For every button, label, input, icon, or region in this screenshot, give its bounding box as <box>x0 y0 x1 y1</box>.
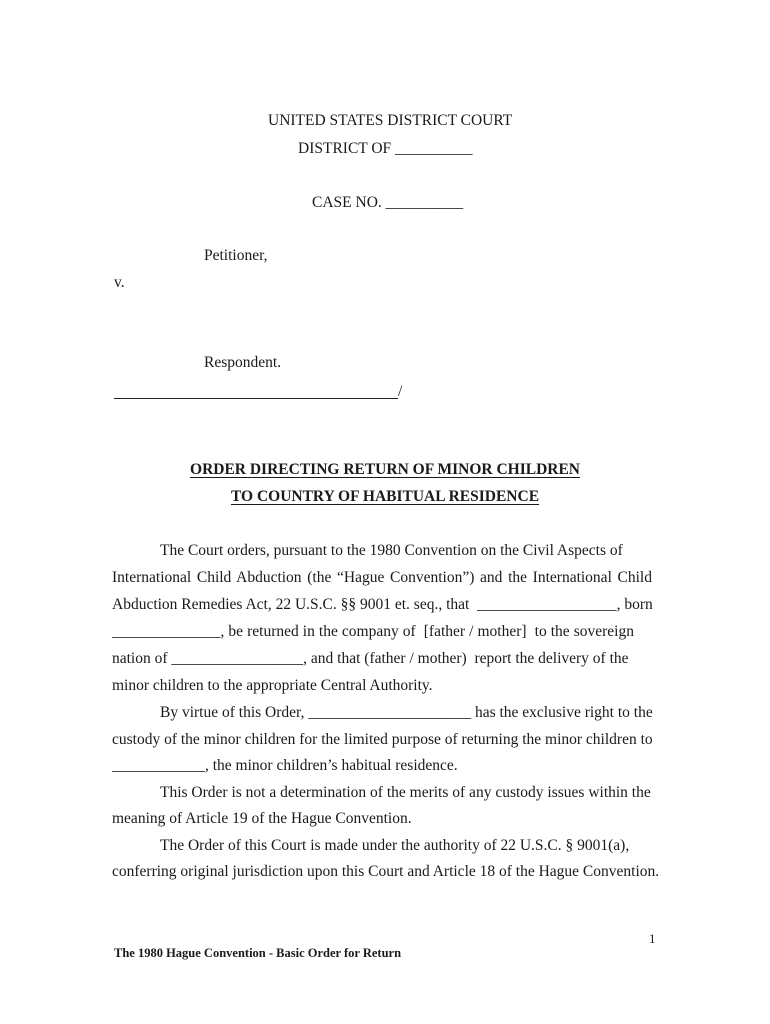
footer-label: The 1980 Hague Convention - Basic Order for Return <box>114 946 402 960</box>
paragraph-3-line: This Order is not a determination of the merits of any custody issues within the <box>160 784 651 801</box>
versus-label: v. <box>114 274 125 291</box>
caption-divider-line <box>114 398 398 399</box>
case-number: CASE NO. __________ <box>312 194 464 211</box>
court-name: UNITED STATES DISTRICT COURT <box>268 112 513 129</box>
paragraph-2-line: ____________, the minor children’s habitual residence. <box>112 757 458 774</box>
paragraph-2-line: custody of the minor children for the limited purpose of returning the minor children to <box>112 731 653 748</box>
paragraph-2-line: By virtue of this Order, _____________________ has the exclusive right to the <box>160 704 653 721</box>
paragraph-1-line: Abduction Remedies Act, 22 U.S.C. §§ 9001 et. seq., that __________________, born <box>112 596 653 613</box>
paragraph-4-line: The Order of this Court is made under the authority of 22 U.S.C. § 9001(a), <box>160 837 630 854</box>
respondent-label: Respondent. <box>204 354 282 371</box>
petitioner-label: Petitioner, <box>204 247 268 264</box>
caption-slash: / <box>398 383 403 400</box>
district-line: DISTRICT OF __________ <box>298 140 473 157</box>
page-number: 1 <box>649 931 656 946</box>
paragraph-4-line: conferring original jurisdiction upon this Court and Article 18 of the Hague Convention. <box>112 863 660 880</box>
paragraph-1-line: ______________, be returned in the company of [father / mother] to the sovereign <box>112 623 634 640</box>
paragraph-1-line: International Child Abduction (the “Hague Convention”) and the International Child <box>112 569 652 586</box>
paragraph-1-line: minor children to the appropriate Central Authority. <box>112 677 433 694</box>
paragraph-1-line: The Court orders, pursuant to the 1980 Convention on the Civil Aspects of <box>160 542 623 559</box>
order-title-line-1: ORDER DIRECTING RETURN OF MINOR CHILDREN <box>190 461 580 478</box>
paragraph-3-line: meaning of Article 19 of the Hague Convention. <box>112 810 412 827</box>
paragraph-1-line: nation of _________________, and that (father / mother) report the delivery of the <box>112 650 629 667</box>
order-title-line-2: TO COUNTRY OF HABITUAL RESIDENCE <box>230 488 540 505</box>
